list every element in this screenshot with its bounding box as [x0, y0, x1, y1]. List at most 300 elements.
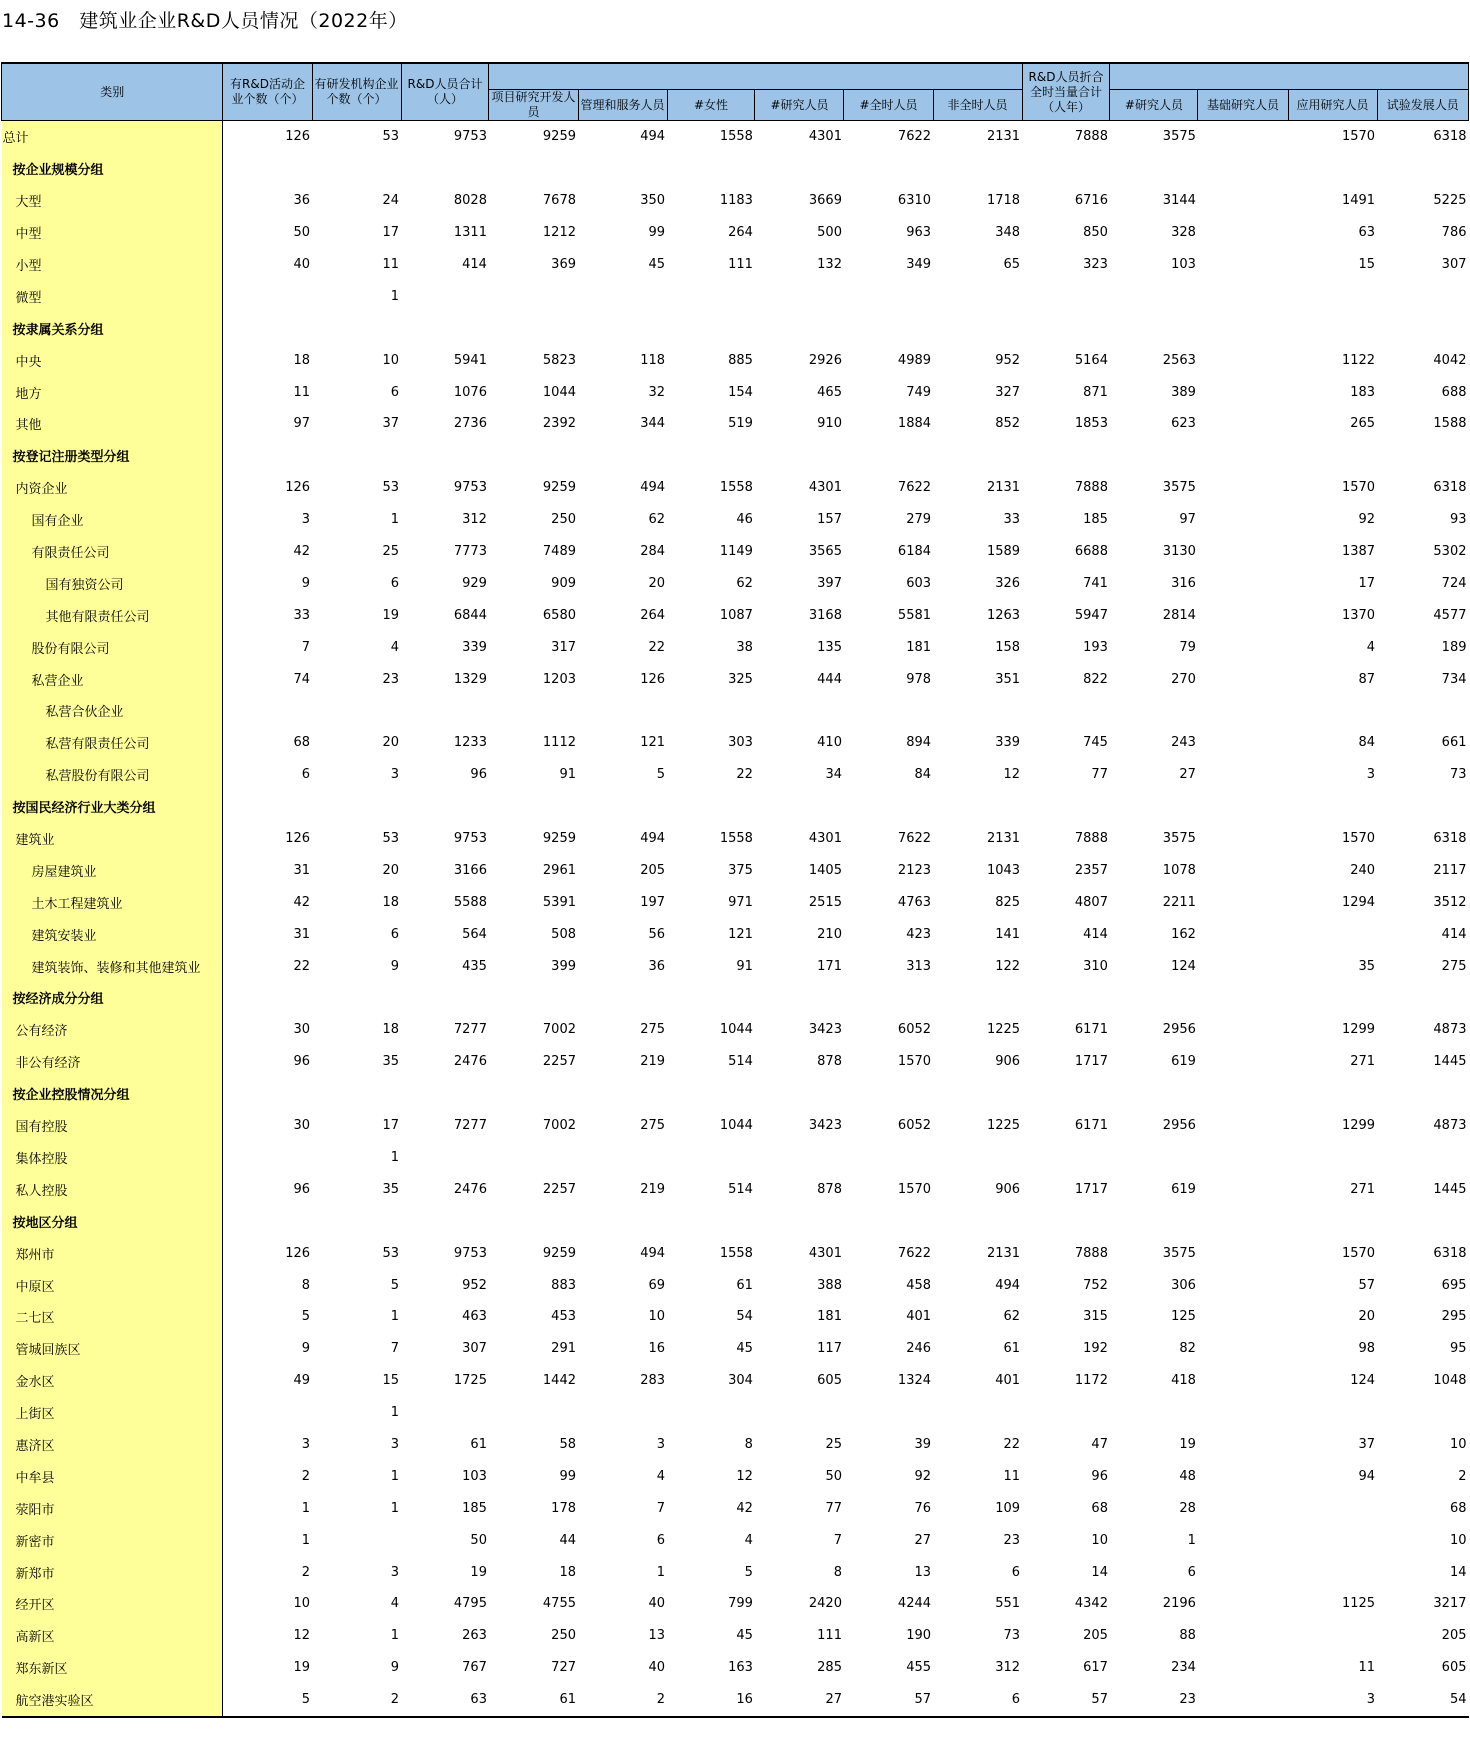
table-cell: 65	[1003, 257, 1021, 272]
table-cell	[401, 791, 489, 823]
table-cell: 1	[656, 1564, 666, 1580]
table-cell: 414	[462, 257, 487, 272]
table-cell: 2357	[1074, 862, 1108, 878]
table-cell: 388	[817, 1277, 842, 1293]
table-cell: 1	[301, 1532, 311, 1548]
table-row	[2, 1078, 1469, 1110]
table-cell	[1110, 153, 1198, 185]
table-row	[2, 1588, 1469, 1620]
table-cell: 20	[382, 862, 400, 878]
table-cell: 878	[817, 1181, 842, 1197]
table-cell: 822	[1083, 671, 1108, 687]
table-cell: 6	[301, 767, 311, 783]
table-cell	[1198, 217, 1288, 249]
table-cell	[1198, 440, 1288, 472]
table-cell: 2117	[1433, 862, 1467, 878]
row-label: 非公有经济	[2, 1046, 223, 1078]
table-cell: 6318	[1433, 129, 1467, 145]
table-cell: 10	[1449, 1532, 1467, 1548]
table-cell: 1299	[1341, 1118, 1376, 1134]
table-cell: 414	[1083, 926, 1108, 942]
table-cell: 46	[736, 512, 753, 528]
table-cell	[1198, 408, 1288, 440]
table-cell: 7678	[542, 193, 576, 209]
row-label: 私营企业	[2, 663, 223, 695]
table-cell	[755, 312, 844, 344]
table-cell: 1491	[1341, 193, 1376, 209]
table-cell: 4244	[897, 1596, 932, 1612]
table-cell: 9259	[542, 1245, 576, 1261]
rd-personnel-table	[1, 62, 1469, 1718]
table-cell: 2131	[986, 480, 1021, 496]
table-row	[2, 1460, 1469, 1492]
table-cell: 619	[1171, 1181, 1196, 1197]
table-cell	[1377, 312, 1468, 344]
table-cell: 5	[744, 1564, 753, 1580]
table-cell: 36	[293, 193, 311, 209]
table-cell: 5302	[1433, 544, 1467, 560]
row-label: 房屋建筑业	[2, 854, 223, 886]
table-cell: 323	[1083, 257, 1108, 272]
table-cell	[933, 1142, 1022, 1174]
row-label: 内资企业	[2, 472, 223, 504]
table-cell: 37	[1358, 1436, 1376, 1452]
table-row	[2, 1429, 1469, 1461]
table-cell: 246	[906, 1341, 932, 1357]
table-cell: 50	[293, 225, 311, 241]
table-cell: 91	[559, 767, 576, 783]
table-cell: 350	[640, 193, 666, 209]
table-row	[2, 1110, 1469, 1142]
table-row	[2, 1014, 1469, 1046]
table-cell: 189	[1441, 639, 1467, 655]
header-rd-group-spacer	[489, 63, 1022, 90]
row-label: 国有控股	[2, 1110, 223, 1142]
table-cell: 181	[906, 639, 932, 655]
table-cell: 2196	[1162, 1596, 1196, 1612]
table-cell: 9753	[453, 480, 487, 496]
table-cell: 971	[728, 894, 753, 910]
table-cell: 418	[1171, 1373, 1196, 1389]
table-cell: 126	[285, 480, 311, 496]
table-cell	[1198, 886, 1288, 918]
table-cell: 54	[1449, 1692, 1467, 1708]
table-cell: 307	[462, 1341, 487, 1357]
table-cell: 6184	[897, 544, 932, 560]
table-cell: 3	[656, 1436, 666, 1452]
table-cell: 1	[390, 1500, 400, 1516]
row-label: 按登记注册类型分组	[2, 440, 223, 472]
row-label: 私营有限责任公司	[2, 727, 223, 759]
table-cell: 3575	[1162, 831, 1196, 847]
table-cell: 6580	[542, 607, 576, 623]
table-cell: 2515	[808, 894, 842, 910]
table-row	[2, 1046, 1469, 1078]
table-cell: 35	[382, 1181, 400, 1197]
table-cell	[755, 791, 844, 823]
table-cell: 825	[995, 894, 1021, 910]
table-cell: 126	[285, 831, 311, 847]
table-cell	[1198, 1205, 1288, 1237]
table-cell: 250	[551, 512, 576, 528]
table-cell: 5823	[542, 352, 576, 368]
table-cell: 414	[1441, 926, 1467, 942]
table-cell: 494	[640, 129, 666, 145]
table-cell: 285	[817, 1660, 842, 1676]
table-cell: 2392	[542, 416, 576, 432]
table-cell: 49	[293, 1373, 311, 1389]
table-cell: 605	[817, 1373, 842, 1389]
table-cell: 304	[728, 1373, 753, 1389]
table-cell: 4	[390, 1596, 400, 1612]
table-cell: 30	[293, 1022, 311, 1038]
table-row	[2, 1142, 1469, 1174]
table-row	[2, 185, 1469, 217]
table-cell: 18	[559, 1564, 576, 1580]
table-cell: 401	[995, 1373, 1021, 1389]
table-cell	[844, 280, 933, 312]
table-cell	[1198, 918, 1288, 950]
table-cell: 3	[390, 1564, 400, 1580]
table-cell: 6	[1187, 1564, 1196, 1580]
table-cell: 22	[736, 767, 753, 783]
table-cell: 4989	[897, 352, 932, 368]
table-cell	[1022, 791, 1110, 823]
table-cell: 952	[462, 1277, 487, 1293]
row-label: 按地区分组	[2, 1205, 223, 1237]
table-cell: 219	[640, 1054, 666, 1070]
table-cell: 1717	[1074, 1054, 1108, 1070]
table-cell	[312, 791, 401, 823]
table-row	[2, 1365, 1469, 1397]
table-cell	[667, 153, 755, 185]
table-cell	[1022, 695, 1110, 727]
table-cell: 264	[728, 225, 753, 241]
table-cell	[223, 695, 312, 727]
table-cell: 1405	[808, 862, 842, 878]
table-cell	[1198, 854, 1288, 886]
table-cell: 878	[817, 1054, 842, 1070]
table-cell	[1288, 1142, 1377, 1174]
table-cell: 2131	[986, 831, 1021, 847]
table-cell	[223, 1205, 312, 1237]
table-cell: 6716	[1074, 193, 1108, 209]
table-cell: 10	[382, 352, 400, 368]
row-label: 微型	[2, 280, 223, 312]
table-cell: 124	[1171, 958, 1196, 974]
table-cell: 99	[648, 225, 666, 241]
table-cell: 94	[1358, 1468, 1376, 1484]
table-cell	[1198, 121, 1288, 153]
table-cell: 44	[559, 1532, 576, 1548]
table-cell: 1263	[986, 607, 1021, 623]
table-cell: 1570	[1341, 831, 1376, 847]
table-row	[2, 536, 1469, 568]
table-cell	[1022, 153, 1110, 185]
table-cell	[1198, 1365, 1288, 1397]
table-cell	[755, 280, 844, 312]
table-cell: 1558	[719, 1245, 753, 1261]
table-cell	[667, 440, 755, 472]
table-cell	[1198, 759, 1288, 791]
table-cell	[578, 1078, 667, 1110]
table-cell: 40	[648, 1660, 666, 1676]
table-cell: 3423	[808, 1118, 842, 1134]
table-cell: 7622	[897, 831, 932, 847]
table-cell: 158	[995, 639, 1021, 655]
table-cell	[401, 440, 489, 472]
table-cell: 40	[648, 1596, 666, 1612]
table-cell	[578, 1142, 667, 1174]
row-label: 公有经济	[2, 1014, 223, 1046]
table-cell: 399	[551, 958, 576, 974]
table-row	[2, 982, 1469, 1014]
table-cell: 7773	[453, 544, 487, 560]
table-cell: 50	[825, 1468, 842, 1484]
table-cell: 906	[995, 1054, 1021, 1070]
table-cell: 58	[559, 1436, 576, 1452]
table-cell: 18	[382, 894, 400, 910]
table-cell: 3575	[1162, 1245, 1196, 1261]
table-cell	[1198, 599, 1288, 631]
table-cell: 183	[1350, 384, 1376, 400]
table-cell: 1445	[1433, 1181, 1467, 1197]
table-cell	[1198, 982, 1288, 1014]
table-cell: 88	[1179, 1628, 1196, 1644]
table-cell	[667, 1078, 755, 1110]
table-cell: 250	[551, 1628, 576, 1644]
table-cell	[1198, 1110, 1288, 1142]
table-cell: 1	[1187, 1532, 1196, 1548]
table-cell	[1022, 1205, 1110, 1237]
table-cell: 24	[382, 193, 400, 209]
table-cell: 6844	[453, 607, 487, 623]
table-cell: 2257	[542, 1054, 576, 1070]
table-cell: 31	[293, 926, 311, 942]
table-cell: 118	[640, 352, 666, 368]
table-cell	[401, 1205, 489, 1237]
table-cell	[933, 695, 1022, 727]
table-cell: 7622	[897, 1245, 932, 1261]
table-cell	[1110, 1078, 1198, 1110]
table-cell: 695	[1441, 1277, 1467, 1293]
table-cell: 3166	[453, 862, 487, 878]
table-row	[2, 217, 1469, 249]
table-cell: 11	[293, 384, 311, 400]
table-cell: 564	[462, 926, 487, 942]
table-row	[2, 440, 1469, 472]
table-cell: 617	[1083, 1660, 1108, 1676]
table-cell	[755, 1397, 844, 1429]
table-cell: 48	[1179, 1468, 1196, 1484]
table-cell: 306	[1171, 1277, 1196, 1293]
table-cell	[578, 280, 667, 312]
table-cell	[844, 440, 933, 472]
table-cell	[1110, 982, 1198, 1014]
row-label: 中牟县	[2, 1460, 223, 1492]
table-cell	[1198, 504, 1288, 536]
table-row	[2, 854, 1469, 886]
table-cell: 6	[390, 384, 400, 400]
table-cell: 2420	[808, 1596, 842, 1612]
table-cell	[578, 982, 667, 1014]
table-cell: 20	[1358, 1309, 1376, 1325]
header-experimental: 试验发展人员	[1377, 90, 1468, 121]
table-cell: 326	[995, 575, 1021, 591]
table-cell: 295	[1441, 1309, 1467, 1325]
table-cell: 5164	[1074, 352, 1108, 368]
row-label: 国有独资公司	[2, 567, 223, 599]
header-fulltime: #全时人员	[844, 90, 933, 121]
table-cell: 84	[914, 767, 932, 783]
table-cell: 316	[1171, 575, 1196, 591]
table-cell	[1110, 1205, 1198, 1237]
row-label: 土木工程建筑业	[2, 886, 223, 918]
table-cell: 111	[728, 257, 753, 272]
table-cell: 270	[1171, 671, 1196, 687]
table-cell: 62	[736, 575, 753, 591]
table-row	[2, 376, 1469, 408]
table-cell: 6	[390, 926, 400, 942]
row-label: 中央	[2, 344, 223, 376]
table-cell: 185	[462, 1500, 487, 1516]
table-cell	[1198, 567, 1288, 599]
table-cell: 193	[1083, 639, 1108, 655]
table-cell: 163	[728, 1660, 753, 1676]
table-cell: 5941	[453, 352, 487, 368]
table-cell: 1445	[1433, 1054, 1467, 1070]
table-cell	[1198, 536, 1288, 568]
table-cell: 7888	[1074, 1245, 1108, 1261]
table-row	[2, 1333, 1469, 1365]
table-cell: 234	[1171, 1660, 1196, 1676]
table-cell	[1198, 1588, 1288, 1620]
table-cell: 312	[995, 1660, 1021, 1676]
table-cell: 786	[1441, 225, 1467, 241]
table-cell	[489, 791, 578, 823]
table-cell	[312, 1078, 401, 1110]
table-cell: 77	[825, 1500, 842, 1516]
table-cell	[1198, 1173, 1288, 1205]
table-cell: 275	[1441, 958, 1467, 974]
table-cell: 210	[817, 926, 842, 942]
table-cell: 2123	[897, 862, 932, 878]
table-cell	[755, 1142, 844, 1174]
table-cell: 264	[640, 607, 666, 623]
table-cell	[1198, 1014, 1288, 1046]
table-cell: 3512	[1433, 894, 1467, 910]
table-cell: 95	[1449, 1341, 1467, 1357]
table-cell: 410	[817, 735, 842, 751]
table-cell	[1377, 1205, 1468, 1237]
table-cell	[1198, 727, 1288, 759]
row-label: 经开区	[2, 1588, 223, 1620]
table-cell	[1198, 1046, 1288, 1078]
table-cell: 5391	[542, 894, 576, 910]
table-cell: 96	[1091, 1468, 1108, 1484]
table-cell: 885	[728, 352, 753, 368]
table-cell	[489, 695, 578, 727]
table-cell: 4	[744, 1532, 753, 1548]
table-cell: 1329	[453, 671, 487, 687]
table-cell: 22	[648, 639, 666, 655]
table-cell: 30	[293, 1118, 311, 1134]
table-cell	[933, 1078, 1022, 1110]
table-cell: 19	[293, 1660, 311, 1676]
table-cell: 73	[1003, 1628, 1021, 1644]
table-cell	[933, 280, 1022, 312]
table-cell	[1110, 280, 1198, 312]
table-cell: 909	[551, 575, 576, 591]
table-cell: 752	[1083, 1277, 1108, 1293]
table-cell: 1717	[1074, 1181, 1108, 1197]
table-row	[2, 599, 1469, 631]
table-cell: 61	[1003, 1341, 1021, 1357]
table-cell: 1233	[453, 735, 487, 751]
table-cell: 2476	[453, 1181, 487, 1197]
table-cell: 2476	[453, 1054, 487, 1070]
table-cell: 514	[728, 1054, 753, 1070]
table-cell: 4873	[1433, 1118, 1467, 1134]
table-cell: 20	[648, 575, 666, 591]
header-fte-total: R&D人员折合全时当量合计（人年）	[1022, 63, 1110, 121]
table-cell: 27	[914, 1532, 932, 1548]
table-cell: 1442	[542, 1373, 576, 1389]
table-cell: 126	[285, 1245, 311, 1261]
table-cell: 7888	[1074, 129, 1108, 145]
table-cell	[1198, 950, 1288, 982]
table-cell	[401, 695, 489, 727]
table-cell: 45	[736, 1628, 753, 1644]
table-cell: 92	[1358, 512, 1376, 528]
table-cell	[312, 1205, 401, 1237]
table-cell: 4301	[808, 480, 842, 496]
table-row	[2, 886, 1469, 918]
table-cell: 7489	[542, 544, 576, 560]
table-cell: 351	[995, 671, 1021, 687]
table-cell	[401, 982, 489, 1014]
table-cell: 190	[906, 1628, 932, 1644]
table-cell: 4342	[1074, 1596, 1108, 1612]
row-label: 建筑安装业	[2, 918, 223, 950]
table-cell	[667, 982, 755, 1014]
table-cell: 96	[470, 767, 487, 783]
table-row	[2, 153, 1469, 185]
table-cell: 852	[995, 416, 1021, 432]
table-cell: 339	[995, 735, 1021, 751]
table-cell: 463	[462, 1309, 487, 1325]
table-cell	[1198, 344, 1288, 376]
table-cell: 32	[648, 384, 666, 400]
table-cell: 3217	[1433, 1596, 1467, 1612]
table-cell: 117	[817, 1341, 842, 1357]
table-cell: 1076	[453, 384, 487, 400]
row-label: 航空港实验区	[2, 1684, 223, 1717]
header-parttime: 非全时人员	[933, 90, 1022, 121]
table-cell	[578, 153, 667, 185]
table-cell: 27	[825, 1692, 842, 1708]
table-cell: 13	[648, 1628, 666, 1644]
table-cell	[1288, 1556, 1377, 1588]
table-cell: 6310	[897, 193, 932, 209]
table-cell	[1198, 1524, 1288, 1556]
table-cell: 7277	[453, 1118, 487, 1134]
table-cell: 2131	[986, 129, 1021, 145]
row-label: 其他	[2, 408, 223, 440]
table-cell	[1198, 1620, 1288, 1652]
table-cell: 103	[462, 1468, 487, 1484]
table-row	[2, 1524, 1469, 1556]
